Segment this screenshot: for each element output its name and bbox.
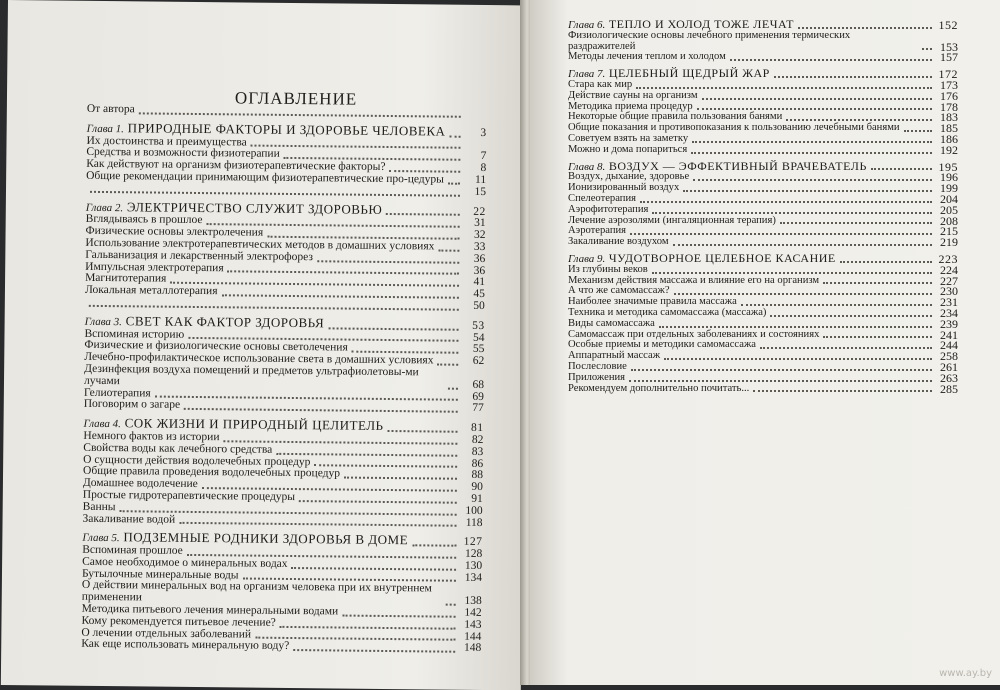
- right-page: [530, 0, 1000, 685]
- dot-leader: [652, 212, 932, 214]
- dot-leader: [342, 614, 455, 617]
- page-number: 157: [936, 52, 958, 63]
- toc-entry-row: [568, 319, 958, 330]
- page-number: 8: [464, 163, 486, 175]
- chapter-title: ВОЗДУХ — ЭФФЕКТИВНЫЙ ВРАЧЕВАТЕЛЬ: [609, 159, 867, 173]
- toc-entry-label: Общие правила проведения водолечебных процедур: [83, 466, 340, 480]
- toc-entry-label: Можно и дома попариться: [568, 145, 687, 156]
- page-number: 90: [461, 482, 483, 494]
- dot-leader: [702, 98, 932, 100]
- toc-entry-label: Аэротерапия: [568, 226, 626, 237]
- page-number: 36: [463, 254, 485, 266]
- page-number: 205: [936, 205, 958, 216]
- page-number: 178: [936, 102, 958, 113]
- toc-entry-label: О лечении отдельных заболеваний: [81, 627, 251, 641]
- dot-leader: [692, 141, 932, 143]
- toc-entry-label: Наиболее значимые правила массажа: [568, 297, 737, 308]
- toc-entry-label: Вспоминая историю: [84, 328, 184, 341]
- page-number: 230: [936, 286, 958, 297]
- toc-entry-label: Лечебно-профилактическое использование света в домашних условиях: [84, 352, 433, 367]
- page-number: 199: [936, 183, 958, 194]
- toc-entry-label: Советуем взять на заметку: [568, 134, 688, 145]
- toc-entry-label: Ванны: [83, 502, 116, 514]
- dot-leader: [317, 260, 459, 263]
- dot-leader: [139, 112, 461, 117]
- dot-leader: [179, 522, 456, 527]
- toc-entry-row: [568, 373, 958, 384]
- toc-entry-label: Дезинфекция воздуха помещений и предметов ультрафиолетовы-ми лучами: [84, 364, 444, 391]
- chapter-title: ПРИРОДНЫЕ ФАКТОРЫ И ЗДОРОВЬЕ ЧЕЛОВЕКА: [128, 120, 446, 138]
- page-number: 69: [462, 391, 484, 403]
- toc-entry-label: Методика приема процедур: [568, 102, 693, 113]
- chapter-title: ЦЕЛЕБНЫЙ ЩЕДРЫЙ ЖАР: [609, 66, 770, 80]
- page-number: 231: [936, 297, 958, 308]
- toc-entry-label: Аэрофитотерапия: [568, 205, 648, 216]
- toc-entry-label: Самомассаж при отдельных заболеваниях и состояниях: [568, 330, 819, 341]
- dot-leader: [640, 201, 932, 203]
- toc-entry-label: Из глубины веков: [568, 265, 648, 276]
- dot-leader: [673, 244, 932, 246]
- page-number: 130: [460, 561, 482, 573]
- page-number: 91: [461, 494, 483, 506]
- page-number: 68: [462, 380, 484, 392]
- dot-leader: [386, 213, 460, 216]
- dot-leader: [823, 282, 932, 284]
- toc-entry-label: Поговорим о загаре: [84, 399, 180, 412]
- toc-entry-label: Гальванизация и лекарственный электрофорез: [85, 250, 313, 264]
- dot-leader: [683, 190, 932, 192]
- dot-leader: [629, 380, 932, 382]
- toc-entry-label: Закаливание водой: [83, 513, 176, 526]
- toc-entry-row: [568, 237, 958, 248]
- dot-leader: [691, 152, 932, 154]
- page-number: 176: [936, 91, 958, 102]
- dot-leader: [412, 544, 456, 546]
- page-number: 31: [464, 218, 486, 230]
- toc-list-right: [568, 14, 958, 394]
- toc-entry-label: Механизм действия массажа и влияние его на организм: [568, 276, 819, 287]
- chapter-title: ЭЛЕКТРИЧЕСТВО СЛУЖИТ ЗДОРОВЬЮ: [127, 199, 383, 217]
- toc-entry-label: Закаливание воздухом: [568, 237, 669, 248]
- toc-entry-label: Магнитотерапия: [85, 273, 166, 286]
- toc-entry-label: Домашнее водолечение: [83, 478, 198, 491]
- toc-entry-label: Импульсная электротерапия: [85, 261, 224, 274]
- chapter-number: Глава 6.: [568, 19, 605, 31]
- left-page: [1, 0, 528, 690]
- dot-leader: [840, 261, 932, 263]
- toc-entry-label: Бутылочные минеральные воды: [82, 568, 239, 581]
- page-number: 88: [461, 470, 483, 482]
- toc-entry-label: Вспоминая прошлое: [82, 545, 183, 558]
- page-number: 244: [936, 340, 958, 351]
- page-number: 263: [936, 373, 958, 384]
- dot-leader: [770, 315, 932, 317]
- dot-leader: [780, 222, 932, 224]
- page-number: 192: [936, 145, 958, 156]
- dot-leader: [299, 500, 457, 504]
- chapter-title: ПОДЗЕМНЫЕ РОДНИКИ ЗДОРОВЬЯ В ДОМЕ: [123, 530, 408, 548]
- toc-entry-label: А что же самомассаж?: [568, 286, 670, 297]
- dot-leader: [823, 336, 932, 338]
- dot-leader: [448, 387, 458, 389]
- page-number: 50: [463, 301, 485, 313]
- dot-leader: [630, 233, 932, 235]
- page-number: 54: [462, 332, 484, 344]
- dot-leader: [871, 168, 932, 170]
- page-number: 185: [936, 123, 958, 134]
- chapter-number: Глава 2.: [86, 201, 123, 213]
- page-number: 152: [936, 20, 958, 31]
- page-number: 22: [464, 206, 486, 218]
- page-number: 223: [936, 254, 958, 265]
- page-number: 3: [465, 128, 487, 140]
- dot-leader: [328, 327, 458, 330]
- toc-entry-label: Физиологические основы лечебного применения термических раздражителей: [568, 31, 918, 53]
- page-number: 258: [936, 351, 958, 362]
- page-number: 144: [459, 631, 481, 643]
- page-number: 53: [463, 321, 485, 333]
- page-number: 7: [464, 151, 486, 163]
- toc-entry-label: Рекомендуем дополнительно почитать...: [568, 384, 749, 395]
- chapter-title: СОК ЖИЗНИ И ПРИРОДНЫЙ ЦЕЛИТЕЛЬ: [125, 415, 384, 433]
- dot-leader: [730, 59, 932, 61]
- dot-leader: [697, 108, 932, 110]
- toc-entry-label: Вглядываясь в прошлое: [86, 214, 203, 227]
- toc-entry-label: Действие сауны на организм: [568, 91, 698, 102]
- toc-entry-row: [568, 52, 958, 63]
- chapter-number: Глава 1.: [87, 123, 124, 135]
- dot-leader: [293, 649, 455, 653]
- dot-leader: [741, 304, 932, 306]
- toc-entry-label: Техника и методика самомассажа (массажа): [568, 308, 766, 319]
- page-number: 77: [462, 403, 484, 415]
- toc-entry-row: [87, 104, 487, 120]
- dot-leader: [437, 363, 458, 365]
- toc-entry-label: Средства и возможности физиотерапии: [86, 147, 279, 161]
- dot-leader: [636, 87, 932, 89]
- dot-leader: [184, 408, 458, 413]
- toc-entry-row: [568, 216, 958, 227]
- page-number: 62: [462, 356, 484, 368]
- page-number: 204: [936, 194, 958, 205]
- page-number: 215: [936, 226, 958, 237]
- watermark: www.ay.by: [939, 668, 992, 679]
- toc-entry-row: [568, 31, 958, 53]
- page-number: 100: [461, 505, 483, 517]
- toc-entry-row: [568, 205, 958, 216]
- dot-leader: [693, 179, 932, 181]
- page-number: 227: [936, 276, 958, 287]
- toc-entry-label: Спелеотерапия: [568, 194, 636, 205]
- page-number: 148: [459, 643, 481, 655]
- page-number: 81: [461, 423, 483, 435]
- dot-leader: [90, 190, 460, 196]
- toc-entry-label: Послесловие: [568, 362, 627, 373]
- dot-leader: [292, 567, 457, 571]
- chapter-number: Глава 3.: [85, 316, 122, 328]
- toc-entry-label: Использование электротерапевтических методов в домашних условиях: [85, 238, 434, 253]
- dot-leader: [344, 477, 457, 480]
- page-number: 15: [464, 187, 486, 199]
- toc-entry-label: Свойства воды как лечебного средства: [83, 443, 272, 457]
- page-number: 82: [461, 435, 483, 447]
- toc-title: ОГЛАВЛЕНИЕ: [235, 88, 357, 109]
- toc-entry-row: [568, 265, 958, 276]
- page-number: 45: [463, 289, 485, 301]
- page-number: 173: [936, 80, 958, 91]
- toc-entry-label: Особые приемы и методики самомассажа: [568, 340, 756, 351]
- page-number: 172: [936, 69, 958, 80]
- dot-leader: [631, 369, 932, 371]
- toc-entry-label: Ионизированный воздух: [568, 183, 679, 194]
- toc-entry-label: Виды самомассажа: [568, 319, 655, 330]
- page-number: 11: [464, 175, 486, 187]
- toc-entry-label: Их достоинства и преимущества: [86, 135, 246, 148]
- toc-entry-label: Простые гидротерапевтические процедуры: [83, 490, 295, 504]
- toc-chapter-row: [568, 253, 958, 265]
- toc-entry-label: Локальная металлотерапия: [85, 285, 218, 298]
- page-number: 41: [463, 277, 485, 289]
- chapter-number: Глава 7.: [568, 68, 605, 80]
- page-number: 118: [460, 517, 482, 529]
- page-number: 153: [936, 42, 958, 53]
- page-number: 55: [462, 344, 484, 356]
- chapter-title: ЧУДОТВОРНОЕ ЦЕЛЕБНОЕ КАСАНИЕ: [609, 251, 836, 265]
- toc-entry-label: Методы лечения теплом и холодом: [568, 52, 726, 63]
- chapter-title: СВЕТ КАК ФАКТОР ЗДОРОВЬЯ: [126, 313, 325, 330]
- toc-entry-label: Физические и физиологические основы светолечения: [84, 340, 347, 355]
- toc-entry-label: Воздух, дыхание, здоровье: [568, 172, 689, 183]
- page-number: 234: [936, 308, 958, 319]
- dot-leader: [664, 358, 932, 360]
- page-number: 86: [461, 458, 483, 470]
- toc-entry-label: Немного фактов из истории: [83, 431, 219, 444]
- toc-entry-label: Самое необходимое о минеральных водах: [82, 557, 288, 571]
- page-number: 241: [936, 330, 958, 341]
- dot-leader: [904, 130, 932, 132]
- toc-entry-row: [568, 145, 958, 156]
- page-number: 142: [460, 608, 482, 620]
- toc-entry-label: О действии минеральных вод на организм человека при их внутреннем применении: [82, 580, 442, 607]
- dot-leader: [449, 135, 460, 137]
- dot-leader: [674, 293, 932, 295]
- dot-leader: [659, 326, 932, 328]
- toc-entry-label: От автора: [87, 104, 135, 116]
- page-number: 239: [936, 319, 958, 330]
- page-number: 83: [461, 446, 483, 458]
- toc-entry-label: Аппаратный массаж: [568, 351, 660, 362]
- dot-leader: [760, 347, 932, 349]
- dot-leader: [387, 430, 457, 433]
- page-number: 285: [936, 384, 958, 395]
- page-number: 33: [463, 242, 485, 254]
- toc-entry-label: Как действуют на организм физиотерапевтические факторы?: [86, 159, 385, 174]
- page-number: 36: [463, 265, 485, 277]
- chapter-number: Глава 9.: [568, 253, 605, 265]
- toc-entry-label: Кому рекомендуется питьевое лечение?: [81, 616, 275, 630]
- page-number: 186: [936, 134, 958, 145]
- page-number: 138: [460, 596, 482, 608]
- toc-entry-label: О сущности действия водолечебных процедур: [83, 454, 310, 468]
- toc-entry-label: Методика питьевого лечения минеральными водами: [82, 604, 339, 618]
- dot-leader: [652, 272, 932, 274]
- toc-entry-label: Как еще использовать минеральную воду?: [81, 639, 289, 653]
- dot-leader: [448, 182, 460, 184]
- toc-entry-row: [568, 91, 958, 102]
- page-number: 32: [463, 230, 485, 242]
- page-number: 143: [459, 620, 481, 632]
- dot-leader: [438, 249, 459, 251]
- dot-leader: [922, 48, 932, 50]
- toc-entry-row: [568, 362, 958, 373]
- toc-entry-label: Общие рекомендации принимающим физиотерапевтические про-цедуры: [86, 171, 444, 187]
- chapter-number: Глава 4.: [84, 418, 121, 430]
- chapter-title: ТЕПЛО И ХОЛОД ТОЖЕ ЛЕЧАТ: [609, 17, 794, 31]
- page-number: 128: [460, 549, 482, 561]
- toc-entry-label: Общие показания и противопоказания к пользованию лечебными банями: [568, 123, 900, 134]
- page-number: 127: [460, 537, 482, 549]
- page-number: 183: [936, 112, 958, 123]
- page-number: 219: [936, 237, 958, 248]
- page-number: 196: [936, 172, 958, 183]
- dot-leader: [774, 76, 932, 78]
- toc-entry-row: [568, 384, 958, 395]
- toc-entry-label: Физические основы электролечения: [86, 226, 264, 240]
- dot-leader: [280, 626, 456, 630]
- page-number: 134: [460, 572, 482, 584]
- dot-leader: [446, 604, 456, 606]
- dot-leader: [753, 390, 932, 392]
- chapter-number: Глава 5.: [82, 532, 119, 544]
- toc-entry-label: [568, 253, 836, 265]
- page-number: 224: [936, 265, 958, 276]
- dot-leader: [89, 305, 459, 311]
- toc-list-left: [81, 104, 487, 655]
- toc-entry-label: Приложения: [568, 373, 625, 384]
- dot-leader: [786, 119, 932, 121]
- toc-entry-label: Лечение аэрозолями (ингаляционная терапия): [568, 216, 776, 227]
- chapter-number: Глава 8.: [568, 161, 605, 173]
- toc-entry-label: Стара как мир: [568, 80, 632, 91]
- page-number: 195: [936, 162, 958, 173]
- toc-entry-label: Гелиотерапия: [84, 387, 151, 399]
- page-number: 261: [936, 362, 958, 373]
- toc-entry-label: Некоторые общие правила пользования банями: [568, 112, 782, 123]
- page-number: 208: [936, 216, 958, 227]
- dot-leader: [798, 27, 932, 29]
